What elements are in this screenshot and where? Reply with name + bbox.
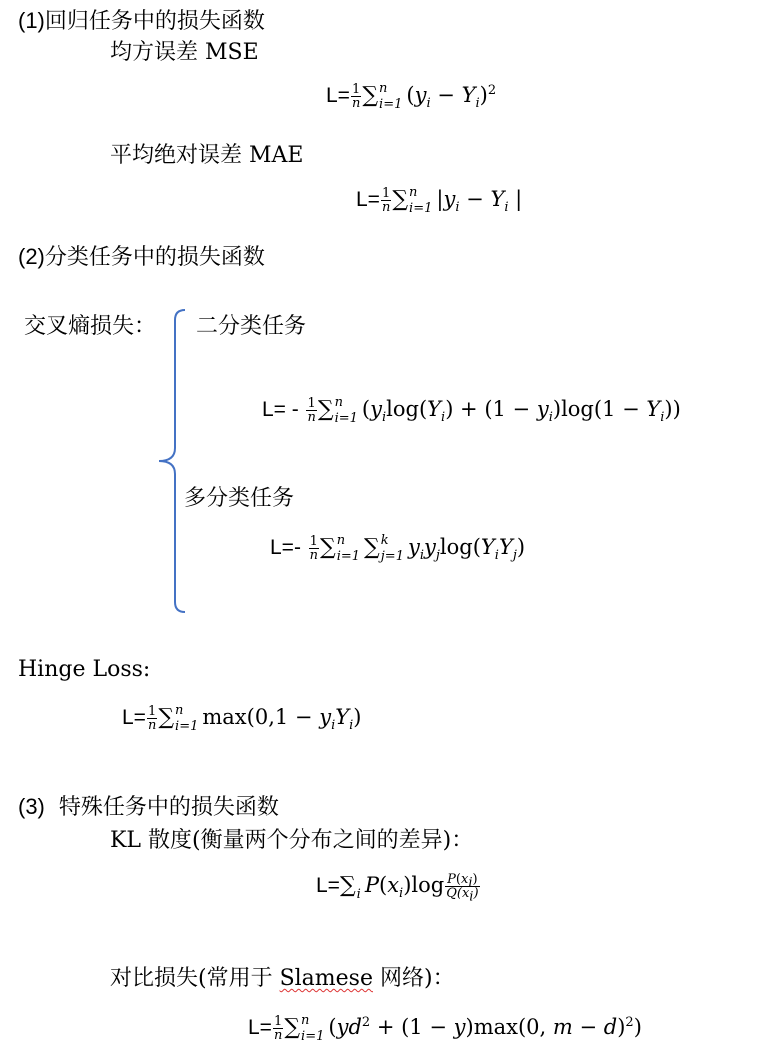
formula-l-minus: L= - bbox=[262, 398, 299, 422]
kl-fraction: $\frac{P(x_i)}{Q(x_i)}$ bbox=[446, 871, 479, 905]
contrastive-expression: ($yd^2 + (1 - y)\max(0$, m − d)$^2$) bbox=[328, 1015, 642, 1040]
sigma-symbol: ∑ bbox=[158, 705, 175, 731]
mae-label: 平均绝对误差 MAE bbox=[110, 143, 304, 168]
hinge-formula bbox=[122, 704, 361, 733]
formula-l: L= bbox=[326, 84, 350, 108]
fraction-1-over-n: $\frac{1}{n}$ bbox=[351, 81, 361, 112]
fraction-1-over-n: $\frac{1}{n}$ bbox=[307, 395, 316, 426]
mae-formula bbox=[356, 186, 522, 215]
sigma-symbol: ∑ bbox=[364, 535, 380, 561]
contrastive-prefix: 对比损失(常用于 bbox=[110, 966, 280, 991]
kl-expression: $P(x_i)\log$ bbox=[364, 873, 445, 902]
sum-limits: i bbox=[356, 886, 361, 902]
sigma-symbol: ∑ bbox=[284, 1015, 301, 1041]
formula-l: L= bbox=[356, 188, 380, 212]
fraction-1-over-n: $\frac{1}{n}$ bbox=[147, 703, 157, 734]
contrastive-formula bbox=[248, 1014, 642, 1043]
hinge-label: Hinge Loss: bbox=[18, 657, 151, 682]
sum-limits: n i=1 bbox=[336, 533, 361, 564]
section-3-text: 特殊任务中的损失函数 bbox=[58, 795, 279, 820]
section-3-number: (3) bbox=[18, 794, 45, 819]
multi-label: 多分类任务 bbox=[184, 486, 295, 511]
sum-limits: n i=1 bbox=[175, 703, 199, 734]
formula-l: L= bbox=[316, 874, 340, 898]
contrastive-word: Slamese bbox=[279, 966, 373, 991]
section-2-number: (2) bbox=[18, 244, 45, 269]
mse-formula bbox=[326, 82, 496, 111]
sigma-symbol: ∑ bbox=[392, 187, 409, 213]
section-1-title bbox=[18, 10, 265, 33]
contrastive-label bbox=[110, 968, 455, 990]
multi-ce-formula bbox=[270, 534, 525, 563]
formula-l: L= bbox=[122, 706, 146, 730]
binary-ce-expression: $(y_i\log(Y_i) + (1 - y_i)\log(1 - Y_i))$ bbox=[361, 397, 681, 426]
fraction-1-over-n: $\frac{1}{n}$ bbox=[309, 533, 318, 564]
hinge-expression: $\max(0,1 - y_iY_i)$ bbox=[202, 705, 362, 734]
sum-limits-j: k j=1 bbox=[380, 533, 404, 564]
mae-expression: $|y_i - Y_i$ | bbox=[436, 187, 523, 216]
curly-brace bbox=[155, 308, 189, 614]
formula-l: L= bbox=[248, 1016, 272, 1040]
section-3-title bbox=[18, 796, 279, 819]
sum-limits: n i=1 bbox=[301, 1013, 325, 1044]
sum-limits: n i=1 bbox=[409, 185, 433, 216]
cross-entropy-label: 交叉熵损失： bbox=[24, 314, 157, 339]
section-1-number: (1) bbox=[18, 8, 45, 33]
formula-l-minus: L=- bbox=[270, 536, 301, 560]
multi-ce-expression: $y_iy_j\log(Y_iY_j)$ bbox=[407, 535, 526, 564]
sigma-symbol: ∑ bbox=[362, 83, 379, 109]
binary-label: 二分类任务 bbox=[196, 314, 307, 339]
mse-label: 均方误差 MSE bbox=[110, 40, 259, 65]
mse-expression: $(y_i - Y_i)^2$ bbox=[406, 83, 497, 112]
section-1-text: 回归任务中的损失函数 bbox=[44, 9, 265, 34]
fraction-1-over-n: $\frac{1}{n}$ bbox=[381, 185, 391, 216]
sigma-symbol: ∑ bbox=[317, 397, 334, 423]
binary-ce-formula bbox=[262, 396, 681, 425]
kl-label: KL 散度(衡量两个分布之间的差异)： bbox=[110, 828, 474, 853]
sigma-symbol: ∑ bbox=[339, 873, 356, 899]
section-2-title bbox=[18, 246, 265, 269]
contrastive-suffix: 网络)： bbox=[373, 966, 455, 991]
fraction-1-over-n: $\frac{1}{n}$ bbox=[273, 1013, 283, 1044]
section-2-text: 分类任务中的损失函数 bbox=[44, 245, 265, 270]
sum-limits: n i=1 bbox=[379, 81, 403, 112]
sigma-symbol: ∑ bbox=[320, 535, 336, 561]
kl-formula bbox=[316, 871, 481, 905]
sum-limits: n i=1 bbox=[334, 395, 358, 426]
